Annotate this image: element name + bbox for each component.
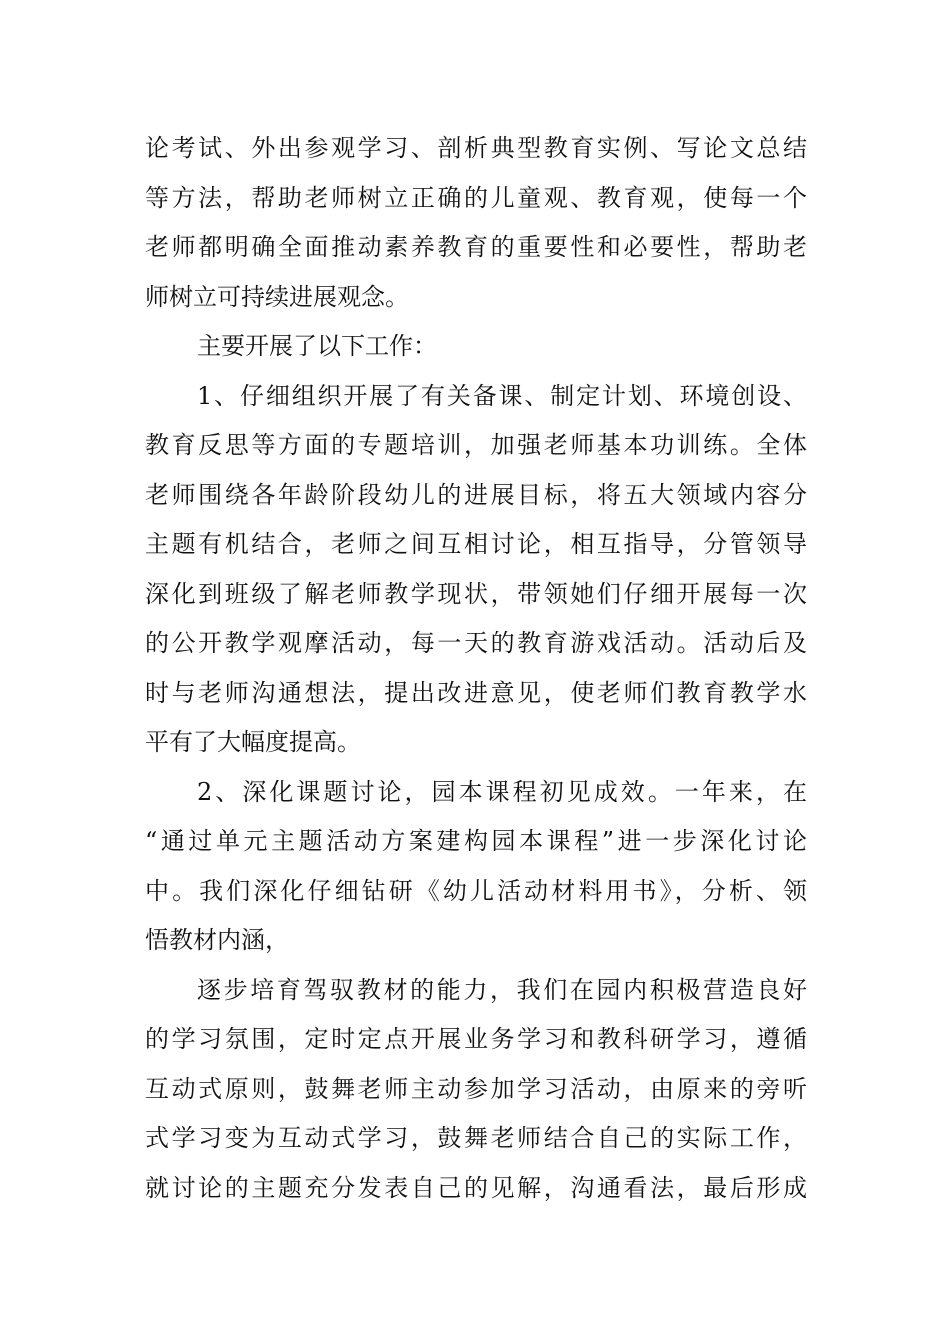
text-line: 主要开展了以下工作： bbox=[197, 332, 437, 360]
text-line: 悟教材内涵， bbox=[145, 926, 289, 954]
text-line: 中。我们深化仔细钻研《幼儿活动材料用书》，分析、领 bbox=[145, 876, 807, 905]
document-body bbox=[145, 124, 807, 1213]
text-line: 2、深化课题讨论，园本课程初见成效。一年来，在 bbox=[197, 777, 807, 806]
text-line: 平有了大幅度提高。 bbox=[145, 728, 361, 756]
text-line: 深化到班级了解老师教学现状，带领她们仔细开展每一次 bbox=[145, 579, 807, 608]
text-line: 逐步培育驾驭教材的能力，我们在园内积极营造良好 bbox=[197, 975, 807, 1004]
text-line: 论考试、外出参观学习、剖析典型教育实例、写论文总结 bbox=[145, 134, 807, 162]
text-line: 1、仔细组织开展了有关备课、制定计划、环境创设、 bbox=[197, 381, 807, 410]
text-line: 教育反思等方面的专题培训，加强老师基本功训练。全体 bbox=[145, 431, 807, 459]
text-line: 的学习氛围，定时定点开展业务学习和教科研学习，遵循 bbox=[145, 1025, 807, 1053]
text-line: “通过单元主题活动方案建构园本课程”进一步深化讨论 bbox=[145, 827, 807, 855]
text-line: 互动式原则，鼓舞老师主动参加学习活动，由原来的旁听 bbox=[145, 1074, 807, 1103]
text-line: 的公开教学观摩活动，每一天的教育游戏活动。活动后及 bbox=[145, 629, 807, 657]
text-line: 就讨论的主题充分发表自己的见解，沟通看法，最后形成 bbox=[145, 1173, 807, 1202]
text-line: 式学习变为互动式学习，鼓舞老师结合自己的实际工作， bbox=[145, 1124, 807, 1152]
text-line: 主题有机结合，老师之间互相讨论，相互指导，分管领导 bbox=[145, 530, 807, 558]
text-line: 等方法，帮助老师树立正确的儿童观、教育观，使每一个 bbox=[145, 183, 807, 212]
text-line: 师树立可持续进展观念。 bbox=[145, 282, 409, 311]
text-line: 老师围绕各年龄阶段幼儿的进展目标，将五大领域内容分 bbox=[145, 480, 807, 509]
text-line: 时与老师沟通想法，提出改进意见，使老师们教育教学水 bbox=[145, 678, 807, 707]
text-line: 老师都明确全面推动素养教育的重要性和必要性，帮助老 bbox=[145, 233, 807, 261]
